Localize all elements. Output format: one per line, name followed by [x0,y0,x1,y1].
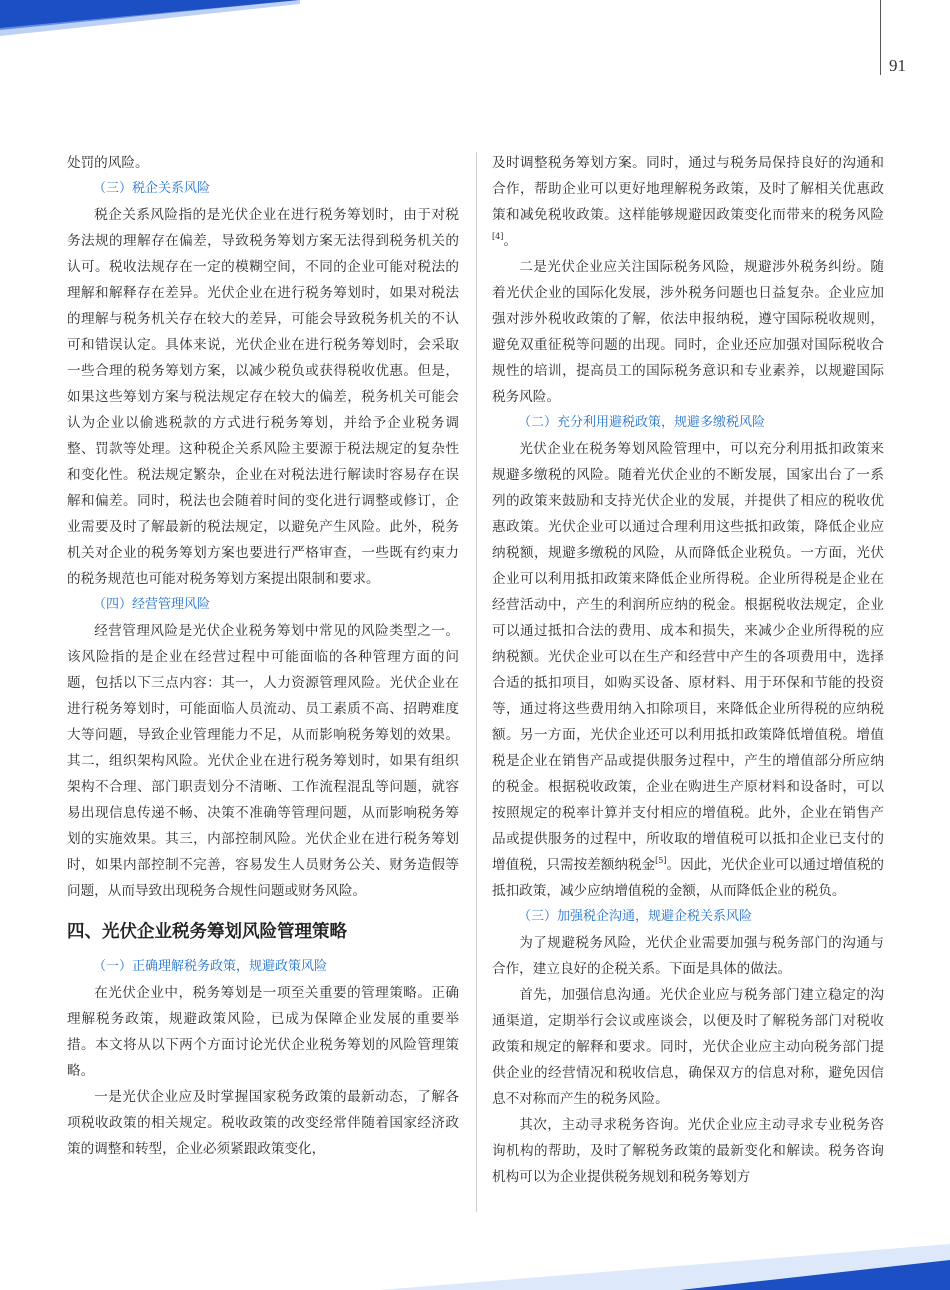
paragraph [492,150,884,254]
paragraph-text: 在光伏企业中，税务筹划是一项至关重要的管理策略。正确理解税务政策，规避政策风险，已成为保障企业发展的重要举措。本文将从以下两个方面讨论光伏企业税务筹划的风险管理策略。 [67,985,459,1079]
paragraph-text: 二是光伏企业应关注国际税务风险，规避涉外税务纠纷。随着光伏企业的国际化发展，涉外税务问题也日益复杂。企业应加强对涉外税收政策的了解，依法申报纳税，遵守国际税收规则，避免双重征税等问题的出现。同时，企业还应加强对国际税收合规性的培训，提高员工的国际税务意识和专业素养，以规避国际税务风险。 [492,259,884,405]
left-column [67,150,459,1162]
paragraph-tail: 。 [503,233,517,249]
paragraph-text: 税企关系风险指的是光伏企业在进行税务筹划时，由于对税务法规的理解存在偏差，导致税务筹划方案无法得到税务机关的认可。税收法规存在一定的模糊空间，不同的企业可能对税法的理解和解释存在差异。光伏企业在进行税务筹划时，如果对税法的理解与税务机关存在较大的差异，可能会导致税务机关的不认可和错误认定。具体来说，光伏企业在进行税务筹划时，会采取一些合理的税务筹划方案，以减少税负或获得税收优惠。但是，如果这些筹划方案与税法规定存在较大的偏差，税务机关可能会认为企业以偷逃税款的方式进行税务筹划，并给予企业税务调整、罚款等处理。这种税企关系风险主要源于税法规定的复杂性和变化性。税法规定繁杂，企业在对税法进行解读时容易存在误解和偏差。同时，税法也会随着时间的变化进行调整或修订，企业需要及时了解最新的税法规定，以避免产生风险。此外，税务机关对企业的税务筹划方案也要进行严格审查，一些既有约束力的税务规范也可能对税务筹划方案提出限制和要求。 [67,207,459,587]
top-left-decoration [0,0,300,40]
paragraph-text: 光伏企业在税务筹划风险管理中，可以充分利用抵扣政策来规避多缴税的风险。随着光伏企业的不断发展，国家出台了一系列的政策来鼓励和支持光伏企业的发展，并提供了相应的税收优惠政策。光伏企业可以通过合理利用这些抵扣政策，降低企业应纳税额，规避多缴税的风险，从而降低企业税负。一方面，光伏企业可以利用抵扣政策来降低企业所得税。企业所得税是企业在经营活动中，产生的利润所应纳的税金。根据税收法规定，企业可以通过抵扣合法的费用、成本和损失，来减少企业所得税的应纳税额。光伏企业可以在生产和经营中产生的各项费用中，选择合适的抵扣项目，如购买设备、原材料、用于环保和节能的投资等，通过将这些费用纳入扣除项目，来降低企业所得税的应纳税额。另一方面，光伏企业还可以利用抵扣政策降低增值税。增值税是企业在销售产品或提供服务过程中，产生的增值部分所应纳的税金。根据税收政策，企业在购进生产原材料和设备时，可以按照规定的税率计算并支付相应的增值税。此外，企业在销售产品或提供服务的过程中，所收取的增值税可以抵扣企业已支付的增值税，只需按差额纳税金 [492,441,884,873]
paragraph-text: 一是光伏企业应及时掌握国家税务政策的最新动态，了解各项税收政策的相关规定。税收政策的改变经常伴随着国家经济政策的调整和转型，企业必须紧跟政策变化， [67,1089,459,1157]
paragraph [67,1084,459,1162]
paragraph-text: （一）正确理解税务政策，规避政策风险 [93,959,328,974]
paragraph-text: （二）充分利用避税政策，规避多缴税风险 [518,415,766,430]
paragraph-text: 为了规避税务风险，光伏企业需要加强与税务部门的沟通与合作，建立良好的企税关系。下面是具体的做法。 [492,935,884,977]
paragraph [492,1112,884,1190]
citation-marker[interactable]: [4] [492,232,504,241]
subheading [67,592,459,618]
subheading [67,954,459,980]
paragraph-text: 首先，加强信息沟通。光伏企业应与税务部门建立稳定的沟通渠道，定期举行会议或座谈会，以便及时了解税务部门对税收政策和规定的解释和要求。同时，光伏企业应主动向税务部门提供企业的经营情况和税收信息，确保双方的信息对称，避免因信息不对称而产生的税务风险。 [492,987,884,1107]
section-heading [67,918,459,946]
column-divider [476,152,477,1212]
paragraph [492,254,884,410]
paragraph [67,980,459,1084]
paragraph [492,930,884,982]
subheading [492,410,884,436]
paragraph [492,436,884,904]
header-rule [880,0,881,75]
paragraph [67,150,459,176]
paragraph-text: （三）税企关系风险 [93,181,211,196]
paragraph-text: 其次，主动寻求税务咨询。光伏企业应主动寻求专业税务咨询机构的帮助，及时了解税务政策的最新变化和解读。税务咨询机构可以为企业提供税务规划和税务筹划方 [492,1117,884,1185]
bottom-right-decoration [380,1222,950,1290]
subheading [67,176,459,202]
paragraph-tail: 。因此，光伏企业可以通过增值税的抵扣政策，减少应纳增值税的金额，从而降低企业的税负。 [492,857,885,899]
citation-marker[interactable]: [5] [655,856,667,865]
page-number: 91 [889,56,906,75]
paragraph-text: 及时调整税务筹划方案。同时，通过与税务局保持良好的沟通和合作，帮助企业可以更好地理解税务政策，及时了解相关优惠政策和减免税收政策。这样能够规避因政策变化而带来的税务风险 [492,155,884,223]
paragraph-text: （四）经营管理风险 [93,597,211,612]
paragraph-text: 处罚的风险。 [67,155,149,171]
right-column [492,150,884,1190]
paragraph-text: 四、光伏企业税务筹划风险管理策略 [67,922,347,942]
paragraph-text: 经营管理风险是光伏企业税务筹划中常见的风险类型之一。该风险指的是企业在经营过程中可能面临的各种管理方面的问题，包括以下三点内容：其一，人力资源管理风险。光伏企业在进行税务筹划时，可能面临人员流动、员工素质不高、招聘难度大等问题，导致企业管理能力不足，从而影响税务筹划的效果。其二，组织架构风险。光伏企业在进行税务筹划时，如果有组织架构不合理、部门职责划分不清晰、工作流程混乱等问题，就容易出现信息传递不畅、决策不准确等管理问题，从而影响税务筹划的实施效果。其三，内部控制风险。光伏企业在进行税务筹划时，如果内部控制不完善，容易发生人员财务公关、财务造假等问题，从而导致出现税务合规性问题或财务风险。 [67,623,459,899]
paragraph-text: （三）加强税企沟通，规避企税关系风险 [518,909,753,924]
paragraph [67,618,459,904]
paragraph [67,202,459,592]
subheading [492,904,884,930]
paragraph [492,982,884,1112]
